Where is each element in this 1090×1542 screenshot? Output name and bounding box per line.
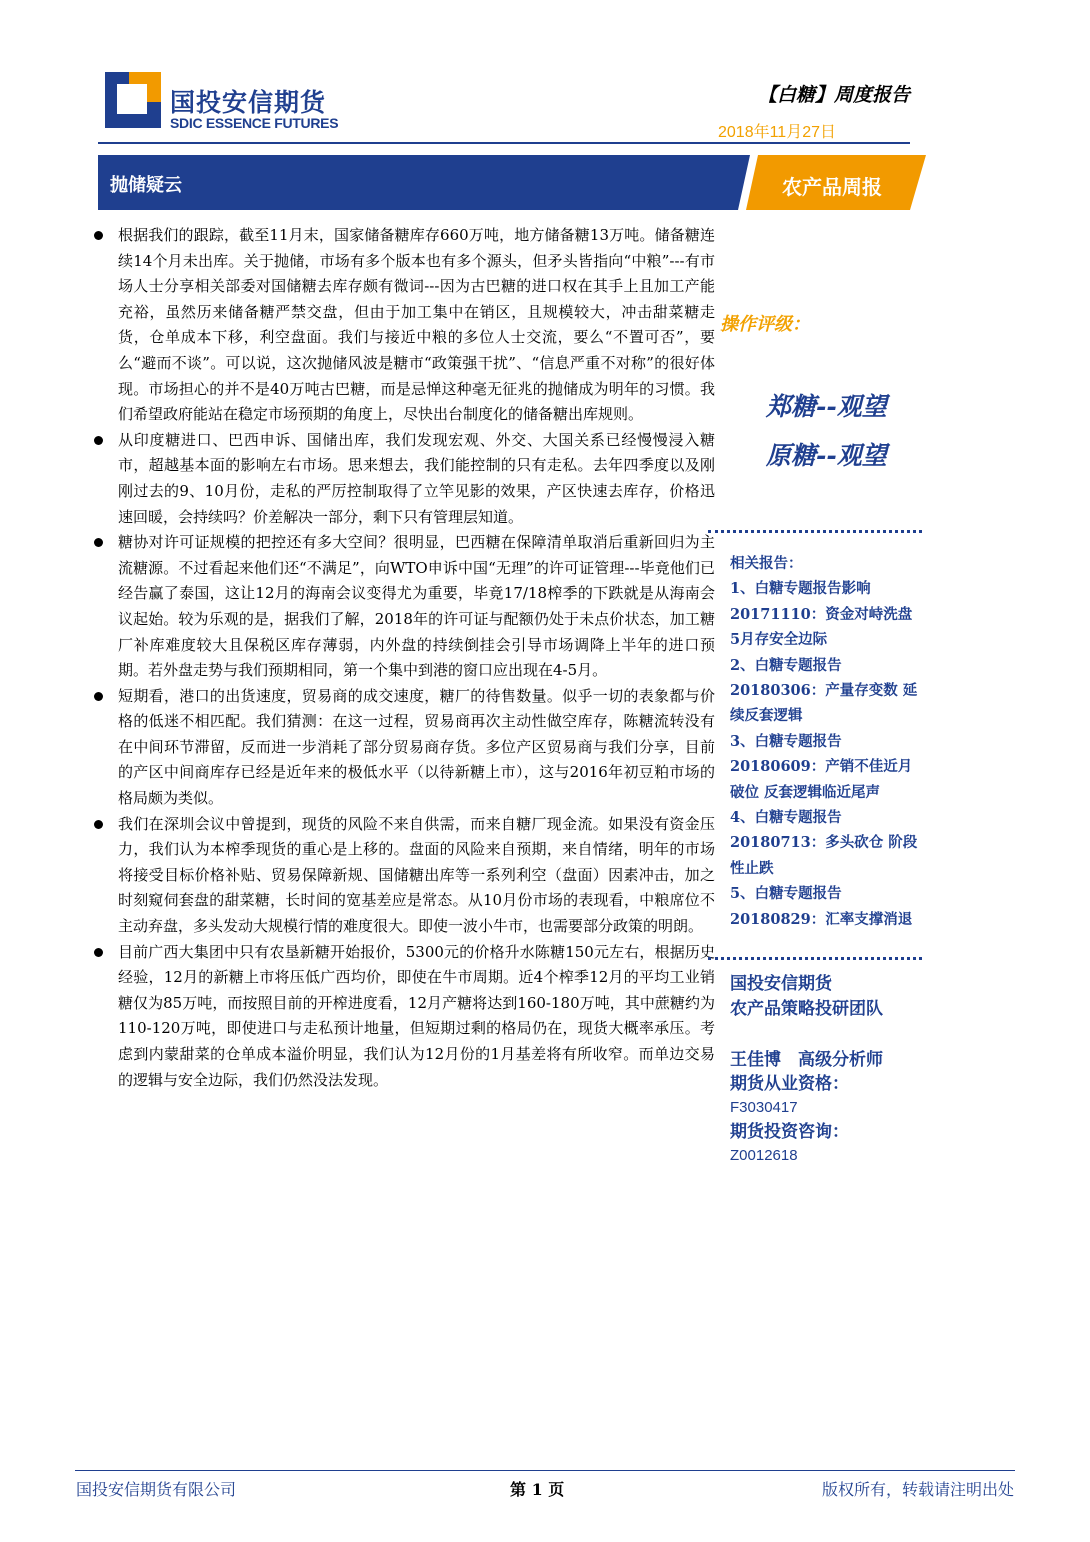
related-report-line: 5月存安全边际 — [730, 631, 828, 649]
team-name: 农产品策略投研团队 — [730, 999, 883, 1019]
related-report-line: 3、白糖专题报告 — [730, 732, 842, 750]
paragraph: 根据我们的跟踪，截至11月末，国家储备糖库存660万吨，地方储备糖13万吨。储备糖连续14个月未出库。关于抛储，市场有多个版本也有多个源头，但矛头皆指向“中粮”---有市场人士分享相关部委对国储糖去库存颇有微词---因为古巴糖的进口权在其手上且加工产能充裕，虽然历来储备糖严禁交盘，但由于加工集中在销区，且规模较大，冲击甜菜糖走货，仓单成本下移，利空盘面。我们与接近中粮的多位人士交流，要么“不置可否”，要么“避而不谈”。可以说，这次抛储风波是糖市“政策强干扰”、“信息严重不对称”的很好体现。市场担心的并不是40万吨古巴糖，而是忌惮这种毫无征兆的抛储成为明年的习惯。我们希望政府能站在稳定市场预期的角度上，尽快出台制度化的储备糖出库规则。 — [90, 223, 715, 428]
analyst-name: 王佳博 高级分析师 — [730, 1050, 883, 1070]
related-reports-title: 相关报告： — [730, 555, 803, 572]
consult-label: 期货投资咨询： — [730, 1122, 849, 1142]
report-title: 抛储疑云 — [110, 175, 182, 196]
bullet-icon — [94, 436, 103, 445]
main-content — [90, 223, 715, 1093]
paragraph: 短期看，港口的出货速度，贸易商的成交速度，糖厂的待售数量。似乎一切的表象都与价格的低迷不相匹配。我们猜测：在这一过程，贸易商再次主动性做空库存，陈糖流转没有在中间环节滞留，反而进一步消耗了部分贸易商存货。多位产区贸易商与我们分享，目前的产区中间商库存已经是近年来的极低水平（以待新糖上市），这与2016年初豆粕市场的格局颇为类似。 — [90, 684, 715, 812]
bullet-icon — [94, 820, 103, 829]
related-report-line: 性止跌 — [730, 859, 774, 877]
paragraph: 我们在深圳会议中曾提到，现货的风险不来自供需，而来自糖厂现金流。如果没有资金压力，我们认为本榨季现货的重心是上移的。盘面的风险来自预期，来自情绪，明年的市场将接受目标价格补贴、贸易保障新规、国储糖出库等一系列利空（盘面）因素冲击，加之时刻窥伺套盘的甜菜糖，长时间的宽基差应是常态。从10月份市场的表现看，中粮席位不主动弃盘，多头发动大规模行情的难度很大。即使一波小牛市，也需要部分政策的明朗。 — [90, 812, 715, 940]
footer-rule — [75, 1470, 1015, 1471]
related-report-line: 2、白糖专题报告 — [730, 656, 842, 674]
related-report-line: 破位 反套逻辑临近尾声 — [730, 783, 881, 801]
report-category: 农产品周报 — [782, 175, 882, 199]
related-report-line: 20180713：多头砍仓 阶段 — [730, 834, 918, 852]
page-number: 第 1 页 — [510, 1480, 565, 1499]
dotted-divider — [708, 530, 922, 533]
paragraph: 目前广西大集团中只有农垦新糖开始报价，5300元的价格升水陈糖150元左右，根据历史经验，12月的新糖上市将压低广西均价，即使在牛市周期。近4个榨季12月的平均工业销糖仅为85万吨，而按照目前的开榨进度看，12月产糖将达到160-180万吨，其中蔗糖约为110-120万吨，即使进口与走私预计地量，但短期过剩的格局仍在，现货大概率承压。考虑到内蒙甜菜的仓单成本溢价明显，我们认为12月份的1月基差将有所收窄。而单边交易的逻辑与安全边际，我们仍然没法发现。 — [90, 940, 715, 1094]
team-company: 国投安信期货 — [730, 974, 832, 994]
bullet-icon — [94, 948, 103, 957]
related-report-line: 4、白糖专题报告 — [730, 809, 842, 827]
footer-copyright: 版权所有，转载请注明出处 — [821, 1480, 1014, 1499]
paragraph: 从印度糖进口、巴西申诉、国储出库，我们发现宏观、外交、大国关系已经慢慢浸入糖市，超越基本面的影响左右市场。思来想去，我们能控制的只有走私。去年四季度以及刚刚过去的9、10月份，走私的严厉控制取得了立竿见影的效果，产区快速去库存，价格迅速回暖，会持续吗？价差解决一部分，剩下只有管理层知道。 — [90, 428, 715, 530]
header-rule — [98, 142, 910, 144]
rating-label: 操作评级： — [720, 314, 810, 335]
company-logo-cn: 国投安信期货 — [170, 88, 327, 117]
bullet-icon — [94, 538, 103, 547]
logo-mark — [105, 72, 161, 128]
related-report-line: 5、白糖专题报告 — [730, 885, 842, 903]
related-report-line: 20171110：资金对峙洗盘 — [730, 605, 913, 623]
rating-zhengtang: 郑糖--观望 — [766, 392, 887, 421]
cert-label: 期货从业资格： — [730, 1074, 849, 1094]
analyst-info — [730, 1048, 883, 1168]
team-info — [730, 972, 883, 1022]
cert-number: F3030417 — [730, 1099, 798, 1116]
related-reports — [730, 551, 922, 932]
consult-number: Z0012618 — [730, 1147, 798, 1164]
paragraph: 糖协对许可证规模的把控还有多大空间？很明显，巴西糖在保障清单取消后重新回归为主流糖源。不过看起来他们还“不满足”，向WTO申诉中国“无理”的许可证管理---毕竟他们已经告赢了泰国，这让12月的海南会议变得尤为重要，毕竟17/18榨季的下跌就是从海南会议起始。较为乐观的是，据我们了解，2018年的许可证与配额仍处于未点价状态，加工糖厂补库难度较大且保税区库存薄弱，内外盘的持续倒挂会引导市场调降上半年的进口预期。若外盘走势与我们预期相同，第一个集中到港的窗口应出现在4-5月。 — [90, 530, 715, 684]
related-report-line: 续反套逻辑 — [730, 707, 803, 725]
dotted-divider — [708, 957, 922, 960]
related-report-line: 20180306：产量存变数 延 — [730, 682, 918, 700]
related-report-line: 20180609：产销不佳近月 — [730, 758, 913, 776]
bullet-icon — [94, 231, 103, 240]
footer-company: 国投安信期货有限公司 — [76, 1480, 237, 1499]
company-logo-en: SDIC ESSENCE FUTURES — [170, 115, 339, 131]
related-report-line: 1、白糖专题报告影响 — [730, 580, 871, 598]
report-date: 2018年11月27日 — [718, 124, 837, 141]
bullet-icon — [94, 692, 103, 701]
related-report-line: 20180829：汇率支撑消退 — [730, 910, 913, 928]
report-type: 【白糖】周度报告 — [757, 84, 910, 106]
rating-raw-sugar: 原糖--观望 — [766, 441, 887, 470]
